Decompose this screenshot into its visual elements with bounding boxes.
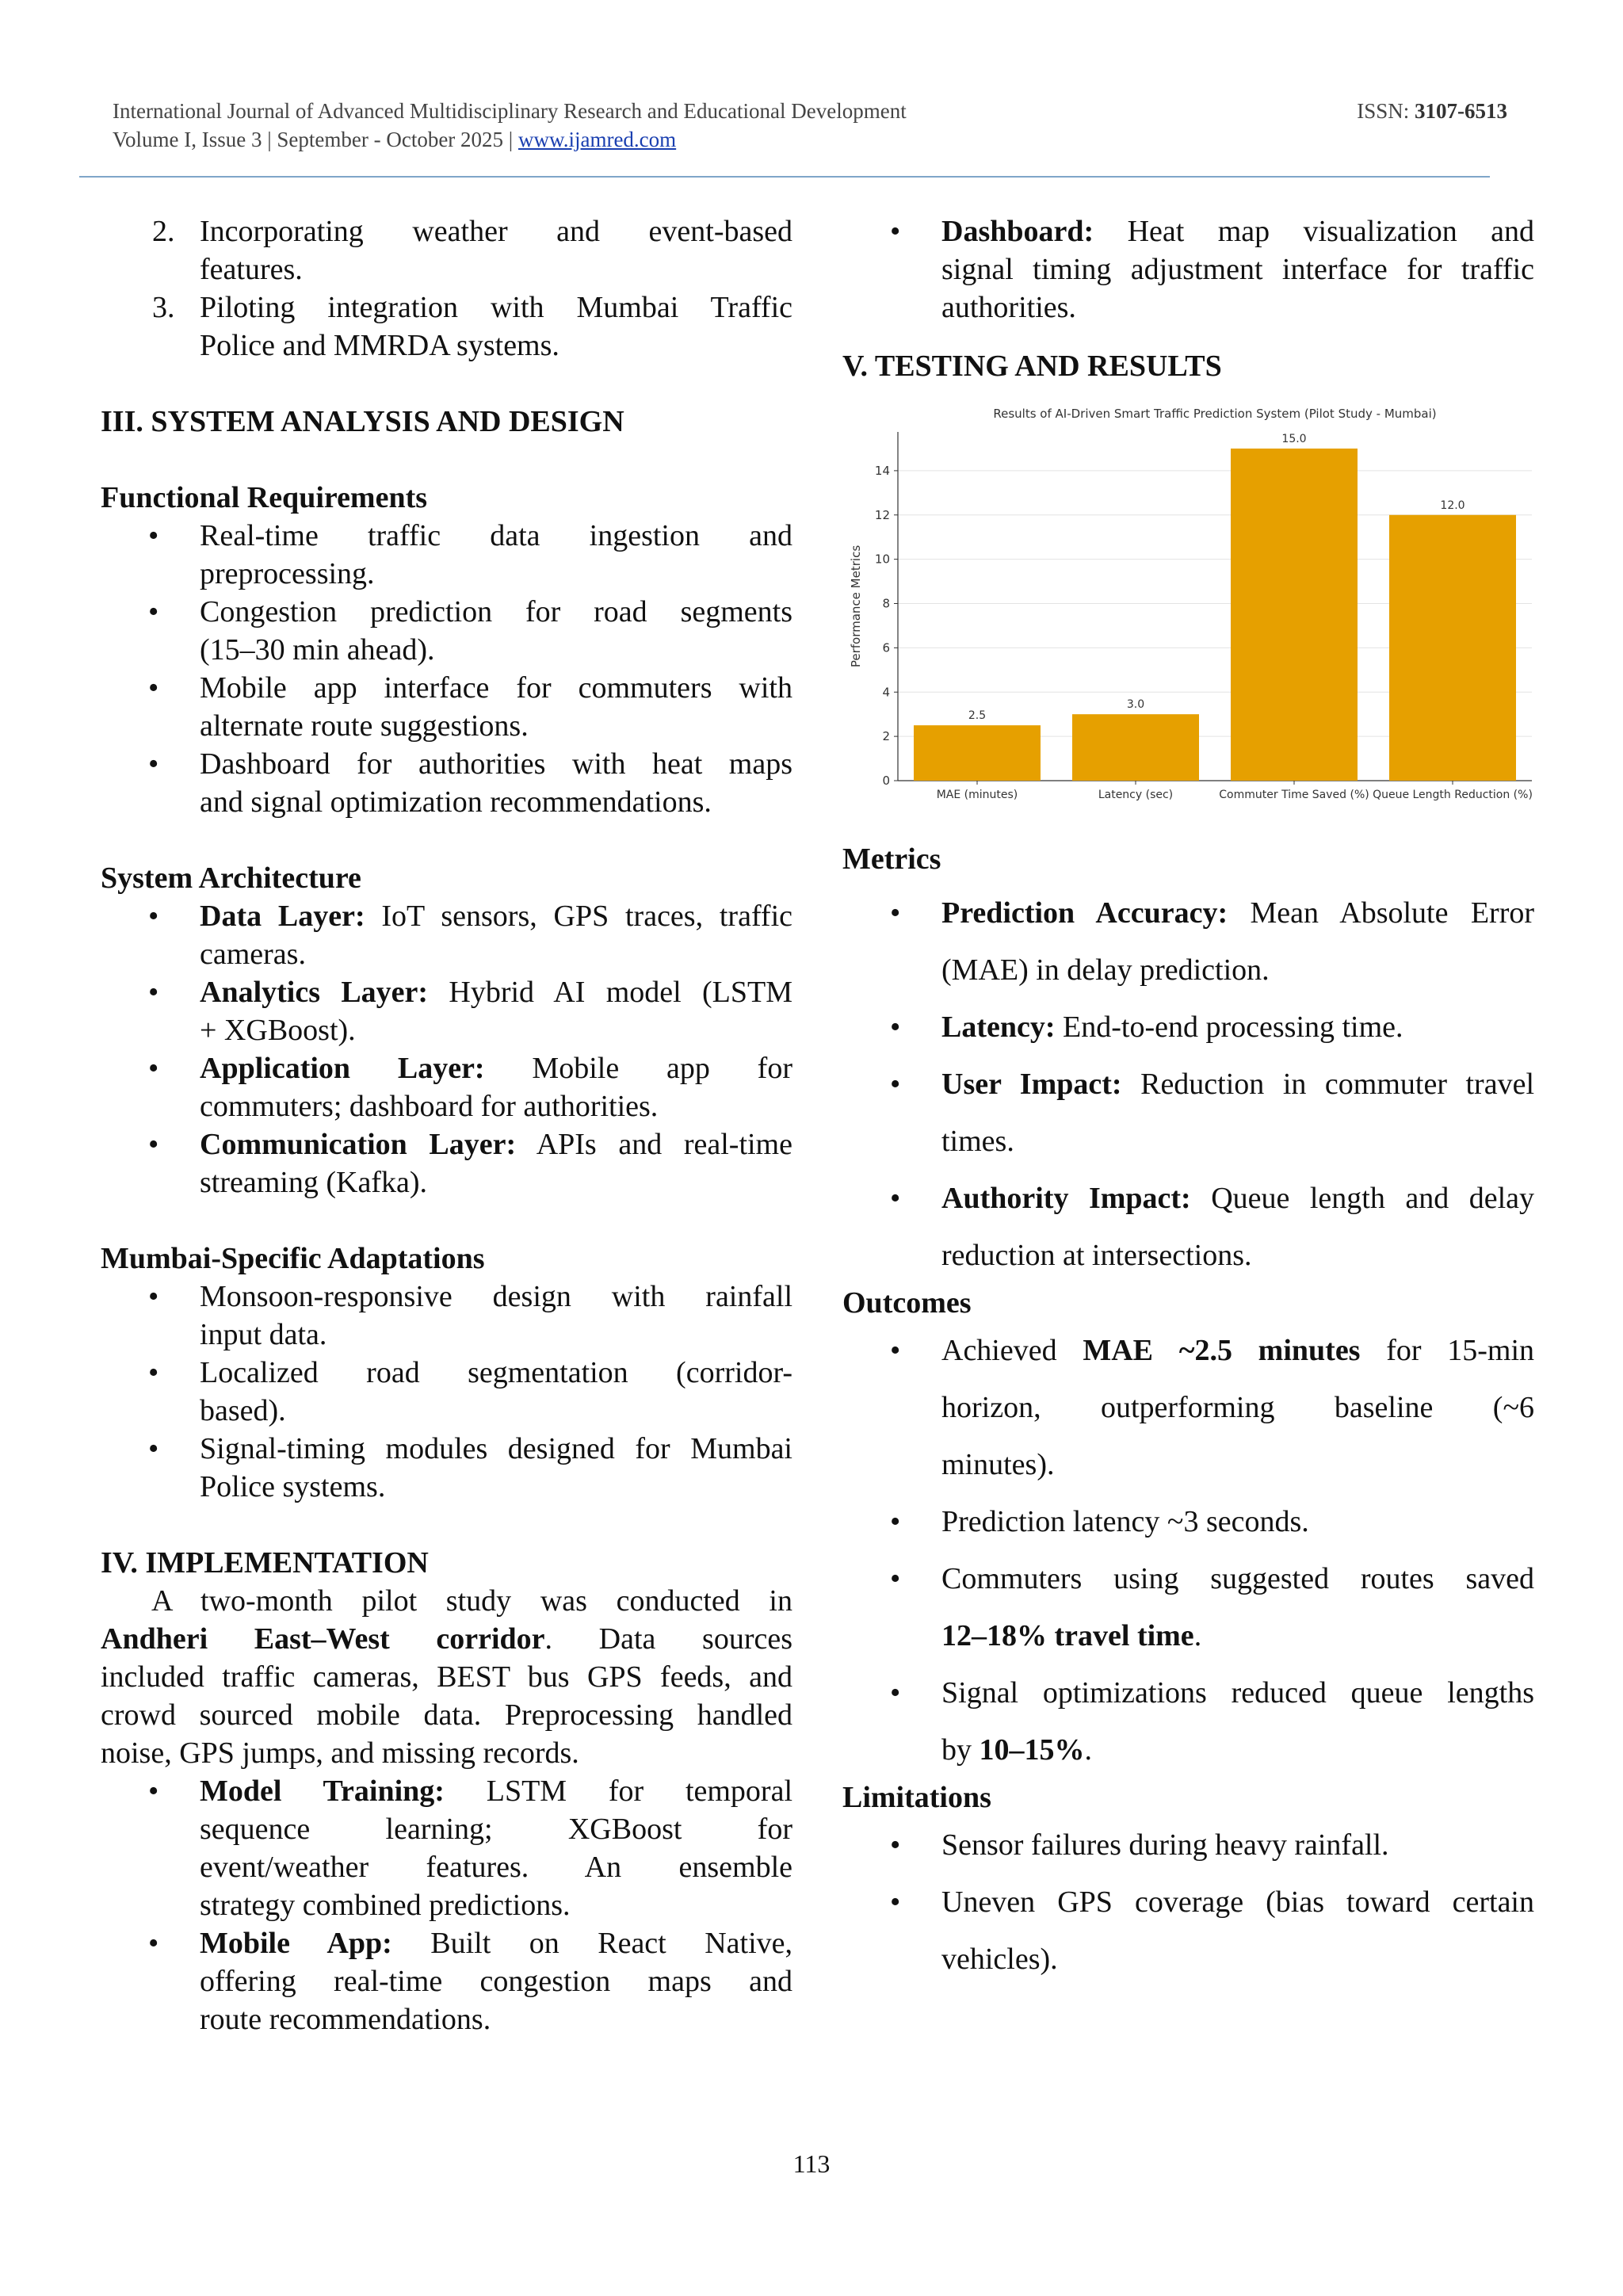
issn-value: 3107-6513 [1415,99,1507,123]
bullet-item [842,1493,1534,1550]
bullet-text: for 15-min [1360,1334,1535,1367]
bullet-item [842,212,1534,327]
bullet-icon: • [148,747,159,781]
bullet-bold: User Impact: [941,1068,1122,1101]
bullet-icon: • [148,595,159,628]
bullet-icon: • [890,1010,901,1044]
bullet-icon: • [148,900,159,933]
y-tick-label: 2 [882,729,890,744]
bullet-item [842,884,1534,999]
bullet-text: Achieved [941,1334,1083,1367]
bullet-icon: • [890,1068,901,1101]
bullet-line: commuters; dashboard for authorities. [200,1090,659,1123]
bullet-line: sequence learning; XGBoost for [200,1813,792,1846]
bar-value-label: 2.5 [968,709,987,723]
bullet-line: horizon, outperforming baseline (~6 [941,1391,1534,1424]
bullet-icon: • [148,1356,159,1389]
bullet-line: offering real-time congestion maps and [200,1965,792,1998]
subsection-heading: Metrics [842,842,941,876]
section-heading: V. TESTING AND RESULTS [842,350,1222,383]
bullet-line: (15–30 min ahead). [200,633,435,667]
bullet-item [101,1924,792,2038]
bullet-item [842,1664,1534,1778]
bullet-bold: Analytics Layer: [200,976,429,1009]
bullet-icon: • [148,1280,159,1313]
bullet-item [101,593,792,669]
bullet-line: minutes). [941,1448,1055,1481]
bullet-line: preprocessing. [200,557,375,590]
bullet-item [842,999,1534,1056]
bullet-bold: Prediction Accuracy: [941,896,1228,930]
y-tick-label: 6 [882,640,890,655]
bullet-text: Mobile app for [484,1052,792,1085]
bullet-line: (MAE) in delay prediction. [941,953,1270,987]
bullet-bold: Application Layer: [200,1052,485,1085]
bullet-icon: • [148,1775,159,1808]
bullet-item [101,897,792,973]
bullet-icon: • [890,1828,901,1862]
bar [1072,714,1199,781]
bullet-line: Police systems. [200,1470,386,1503]
bullet-bold: Mobile App: [200,1927,392,1960]
bullet-icon: • [890,1334,901,1367]
bullet-text: IoT sensors, GPS traces, traffic [365,900,792,933]
bullet-line: route recommendations. [200,2003,491,2036]
x-tick-label: Latency (sec) [1098,789,1174,801]
paragraph-text: . Data sources [544,1622,792,1656]
bullet-bold: Latency: [941,1010,1056,1044]
bullet-bold: MAE ~2.5 minutes [1083,1334,1361,1367]
bullet-icon: • [890,1505,901,1538]
bullet-bold: 10–15% [979,1733,1085,1767]
bar [914,725,1041,781]
bar [1231,449,1358,781]
bullet-line: Sensor failures during heavy rainfall. [941,1828,1389,1862]
bullet-bold: Communication Layer: [200,1128,517,1161]
bullet-item [101,1049,792,1125]
bullet-line: Signal optimizations reduced queue lengths [941,1676,1534,1710]
bullet-line: authorities. [941,291,1076,324]
bullet-line: reduction at intersections. [941,1239,1252,1272]
paragraph-line: A two-month pilot study was conducted in [151,1584,792,1618]
bullet-icon: • [148,1927,159,1960]
paragraph-line: noise, GPS jumps, and missing records. [101,1736,579,1770]
bullet-item [101,517,792,593]
bullet-line: Real-time traffic data ingestion and [200,519,792,552]
list-item [101,288,792,365]
bold-phrase: Andheri East–West corridor [101,1622,545,1656]
volume-line [113,125,1507,154]
bullet-item [842,1817,1534,1874]
list-number: 3. [152,291,175,324]
bullet-item [101,1772,792,1924]
bullet-line: vehicles). [941,1943,1058,1976]
bullet-text: APIs and real-time [516,1128,792,1161]
list-line: Incorporating weather and event-based [200,215,792,248]
subsection-heading: Functional Requirements [101,481,428,514]
bullet-item [842,1550,1534,1664]
bullet-icon: • [890,1676,901,1710]
bullet-icon: • [148,976,159,1009]
bullet-line: input data. [200,1318,327,1351]
journal-title: International Journal of Advanced Multidisciplinary Research and Educational Development [113,99,907,123]
bullet-icon: • [148,519,159,552]
bullet-line: Dashboard for authorities with heat maps [200,747,792,781]
x-tick-label: Commuter Time Saved (%) [1219,789,1369,801]
bullet-line: signal timing adjustment interface for traffic [941,253,1534,286]
y-tick-label: 12 [874,507,890,522]
bullet-item [101,1354,792,1430]
right-column-top [842,212,1534,385]
x-tick-label: MAE (minutes) [936,789,1018,801]
bullet-line: Localized road segmentation (corridor- [200,1356,792,1389]
bar-chart-svg [842,400,1540,804]
right-column-bottom [842,840,1534,1988]
bar-value-label: 15.0 [1281,432,1307,445]
bullet-item [101,745,792,821]
bullet-bold: Data Layer: [200,900,365,933]
bullet-line: based). [200,1394,286,1427]
bullet-icon: • [890,1182,901,1215]
bullet-icon: • [890,215,901,248]
bullet-item [101,669,792,745]
bullet-icon: • [890,1885,901,1919]
subsection-heading: Limitations [842,1781,991,1814]
page-header [113,97,1507,154]
bar-value-label: 12.0 [1440,499,1465,512]
bullet-line: cameras. [200,938,306,971]
x-tick-label: Queue Length Reduction (%) [1373,789,1533,801]
bar [1389,515,1516,781]
y-tick-label: 10 [874,552,890,567]
bullet-item [842,1170,1534,1284]
y-tick-label: 8 [882,596,890,611]
bullet-text: . [1084,1733,1092,1767]
paragraph-line: crowd sourced mobile data. Preprocessing handled [101,1698,792,1732]
section-heading: III. SYSTEM ANALYSIS AND DESIGN [101,405,624,438]
bullet-line: event/weather features. An ensemble [200,1851,792,1884]
bullet-item [101,973,792,1049]
volume-text: Volume I, Issue 3 | September - October 2025 | [113,128,518,151]
chart-title: Results of AI-Driven Smart Traffic Prediction System (Pilot Study - Mumbai) [993,407,1437,421]
y-tick-label: 14 [874,463,890,478]
bullet-text: End-to-end processing time. [1055,1010,1403,1044]
bullet-item [101,1278,792,1354]
list-line: features. [200,253,303,286]
bullet-bold: Model Training: [200,1775,445,1808]
list-line: Police and MMRDA systems. [200,329,559,362]
bullet-item [101,1430,792,1506]
journal-link[interactable]: www.ijamred.com [517,128,677,151]
bullet-bold: Dashboard: [941,215,1094,248]
bullet-bold: 12–18% travel time [941,1619,1194,1652]
bullet-item [101,1125,792,1201]
bullet-line: strategy combined predictions. [200,1889,571,1922]
bullet-text: Built on React Native, [391,1927,793,1960]
bar-value-label: 3.0 [1126,698,1145,712]
bullet-icon: • [148,1128,159,1161]
page-number: 113 [792,2149,831,2178]
bullet-line: Prediction latency ~3 seconds. [941,1505,1309,1538]
bullet-line: Monsoon-responsive design with rainfall [200,1280,792,1313]
section-heading: IV. IMPLEMENTATION [101,1546,429,1580]
left-column [101,212,792,2038]
bullet-line: Mobile app interface for commuters with [200,671,792,705]
issn-label: ISSN: [1357,99,1415,123]
bullet-item [842,1056,1534,1170]
bullet-line: Commuters using suggested routes saved [941,1562,1534,1595]
bullet-line: Uneven GPS coverage (bias toward certain [941,1885,1534,1919]
y-tick-label: 4 [882,685,890,700]
bullet-line: alternate route suggestions. [200,709,529,743]
list-item [101,212,792,288]
subsection-heading: System Architecture [101,861,361,895]
bullet-line: Congestion prediction for road segments [200,595,792,628]
bullet-text: by [941,1733,980,1767]
bullet-icon: • [148,671,159,705]
bullet-bold: Authority Impact: [941,1182,1191,1215]
bullet-line: + XGBoost). [200,1014,356,1047]
bullet-text: LSTM for temporal [444,1775,792,1808]
subsection-heading: Mumbai-Specific Adaptations [101,1242,485,1275]
bullet-line: and signal optimization recommendations. [200,785,712,819]
bullet-item [842,1322,1534,1493]
bullet-line: Signal-timing modules designed for Mumbai [200,1432,792,1465]
bullet-text: Heat map visualization and [1094,215,1534,248]
list-number: 2. [152,215,175,248]
bullet-item [842,1874,1534,1988]
bullet-icon: • [890,1562,901,1595]
bullet-text: Reduction in commuter travel [1121,1068,1534,1101]
y-tick-label: 0 [882,774,890,788]
subsection-heading: Outcomes [842,1286,972,1320]
bullet-text: Hybrid AI model (LSTM [428,976,792,1009]
bullet-text: Queue length and delay [1190,1182,1535,1215]
bullet-line: streaming (Kafka). [200,1166,427,1199]
bullet-line: times. [941,1125,1014,1158]
list-line: Piloting integration with Mumbai Traffic [200,291,792,324]
header-rule [79,176,1490,178]
issn [1357,97,1507,125]
results-chart [842,400,1540,804]
bullet-icon: • [148,1052,159,1085]
paragraph-line: included traffic cameras, BEST bus GPS feeds, and [101,1660,792,1694]
bullet-text: . [1193,1619,1202,1652]
y-axis-label: Performance Metrics [849,544,863,668]
bullet-text: Mean Absolute Error [1228,896,1535,930]
bullet-icon: • [148,1432,159,1465]
bullet-icon: • [890,896,901,930]
